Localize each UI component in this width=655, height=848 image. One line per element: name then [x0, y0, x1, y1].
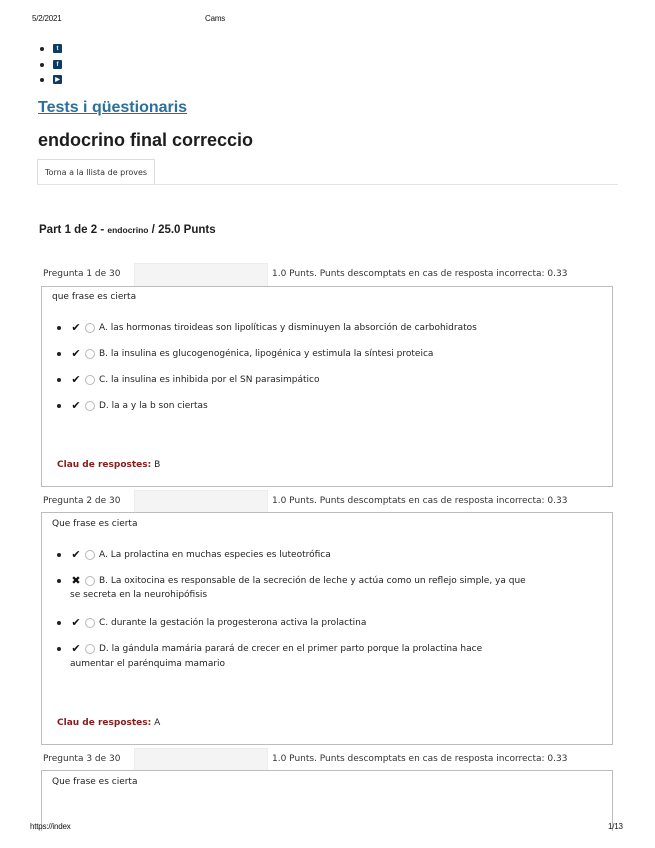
question-3-points: 1.0 Punts. Punts descomptats en cas de resposta incorrecta: 0.33: [272, 754, 568, 764]
list-bullet: [40, 63, 44, 67]
question-1-text: que frase es cierta: [52, 292, 137, 302]
answer-option: [57, 548, 331, 562]
answer-radio[interactable]: [85, 550, 95, 560]
answer-radio[interactable]: [85, 576, 95, 586]
check-icon: ✔: [71, 321, 81, 334]
list-bullet: [57, 404, 61, 408]
part-name: endocrino: [107, 225, 149, 235]
question-1-points: 1.0 Punts. Punts descomptats en cas de resposta incorrecta: 0.33: [272, 269, 568, 279]
answer-text: D. la a y la b son ciertas: [99, 401, 208, 411]
answer-option: [57, 399, 208, 413]
answer-option: [57, 642, 482, 656]
answer-radio[interactable]: [85, 401, 95, 411]
question-2-points: 1.0 Punts. Punts descomptats en cas de resposta incorrecta: 0.33: [272, 496, 568, 506]
twitter-icon[interactable]: t: [53, 44, 62, 53]
answer-text: C. la insulina es inhibida por el SN parasimpático: [99, 375, 320, 385]
list-bullet: [40, 47, 44, 51]
answer-radio[interactable]: [85, 349, 95, 359]
check-icon: ✔: [71, 399, 81, 412]
answer-option: [57, 321, 477, 335]
answer-text: C. durante la gestación la progesterona activa la prolactina: [99, 618, 367, 628]
tab-divider: [37, 184, 618, 185]
list-bullet: [57, 621, 61, 625]
question-2-answer-key: [57, 718, 160, 728]
check-icon: ✔: [71, 548, 81, 561]
facebook-icon[interactable]: f: [53, 60, 62, 69]
answer-option: [57, 373, 319, 387]
list-bullet: [57, 579, 61, 583]
check-icon: ✔: [71, 347, 81, 360]
social-item-youtube: [40, 75, 62, 84]
answer-key-label: Clau de respostes:: [57, 460, 152, 470]
question-3-header-field: [134, 748, 268, 772]
question-3-number: Pregunta 3 de 30: [43, 754, 121, 764]
answer-text: A. La prolactina en muchas especies es luteotrófica: [99, 550, 331, 560]
part-title: [39, 224, 216, 236]
answer-text-continued: aumentar el parénquima mamario: [70, 659, 226, 669]
check-icon: ✔: [71, 642, 81, 655]
question-1-number: Pregunta 1 de 30: [43, 269, 121, 279]
list-bullet: [57, 553, 61, 557]
answer-option: [57, 347, 433, 361]
question-1-answer-key: [57, 460, 160, 470]
question-2-text: Que frase es cierta: [52, 519, 138, 529]
answer-radio[interactable]: [85, 644, 95, 654]
social-item-twitter: [40, 44, 62, 53]
question-1-header-field: [134, 263, 268, 287]
list-bullet: [40, 78, 44, 82]
back-to-tests-tab[interactable]: Torna a la llista de proves: [37, 159, 155, 185]
print-page-number: 1/13: [608, 822, 623, 831]
answer-radio[interactable]: [85, 618, 95, 628]
answer-key-value: B: [151, 460, 161, 470]
question-3-text: Que frase es cierta: [52, 777, 138, 787]
check-icon: ✔: [71, 616, 81, 629]
print-site-title: Cams: [205, 14, 226, 23]
answer-text: B. la insulina es glucogenogénica, lipogénica y estimula la síntesi proteica: [99, 349, 434, 359]
question-2-number: Pregunta 2 de 30: [43, 496, 121, 506]
check-icon: ✔: [71, 373, 81, 386]
answer-text-continued: se secreta en la neurohipófisis: [70, 590, 208, 600]
answer-text: D. la gándula mamária parará de crecer en el primer parto porque la prolactina hace: [99, 644, 483, 654]
tests-questionaris-link[interactable]: Tests i qüestionaris: [38, 99, 188, 116]
social-item-facebook: [40, 60, 62, 69]
part-prefix: Part 1 de 2 -: [39, 224, 108, 236]
answer-key-value: A: [151, 718, 161, 728]
print-date: 5/2/2021: [32, 14, 62, 23]
print-footer-url: https://index: [30, 822, 71, 831]
question-2-header-field: [134, 490, 268, 514]
part-points: / 25.0 Punts: [148, 224, 216, 236]
cross-icon: ✖: [71, 574, 81, 587]
list-bullet: [57, 352, 61, 356]
answer-text: A. las hormonas tiroideas son lipolíticas y disminuyen la absorción de carbohidratos: [99, 323, 477, 333]
list-bullet: [57, 647, 61, 651]
youtube-icon[interactable]: ▶: [53, 75, 62, 84]
answer-radio[interactable]: [85, 323, 95, 333]
answer-key-label: Clau de respostes:: [57, 718, 152, 728]
answer-radio[interactable]: [85, 375, 95, 385]
list-bullet: [57, 378, 61, 382]
answer-option: [57, 616, 366, 630]
list-bullet: [57, 326, 61, 330]
answer-text: B. La oxitocina es responsable de la secreción de leche y actúa como un reflejo simple, ya que: [99, 576, 526, 586]
answer-option: [57, 574, 526, 588]
page-title: endocrino final correccio: [38, 130, 254, 150]
